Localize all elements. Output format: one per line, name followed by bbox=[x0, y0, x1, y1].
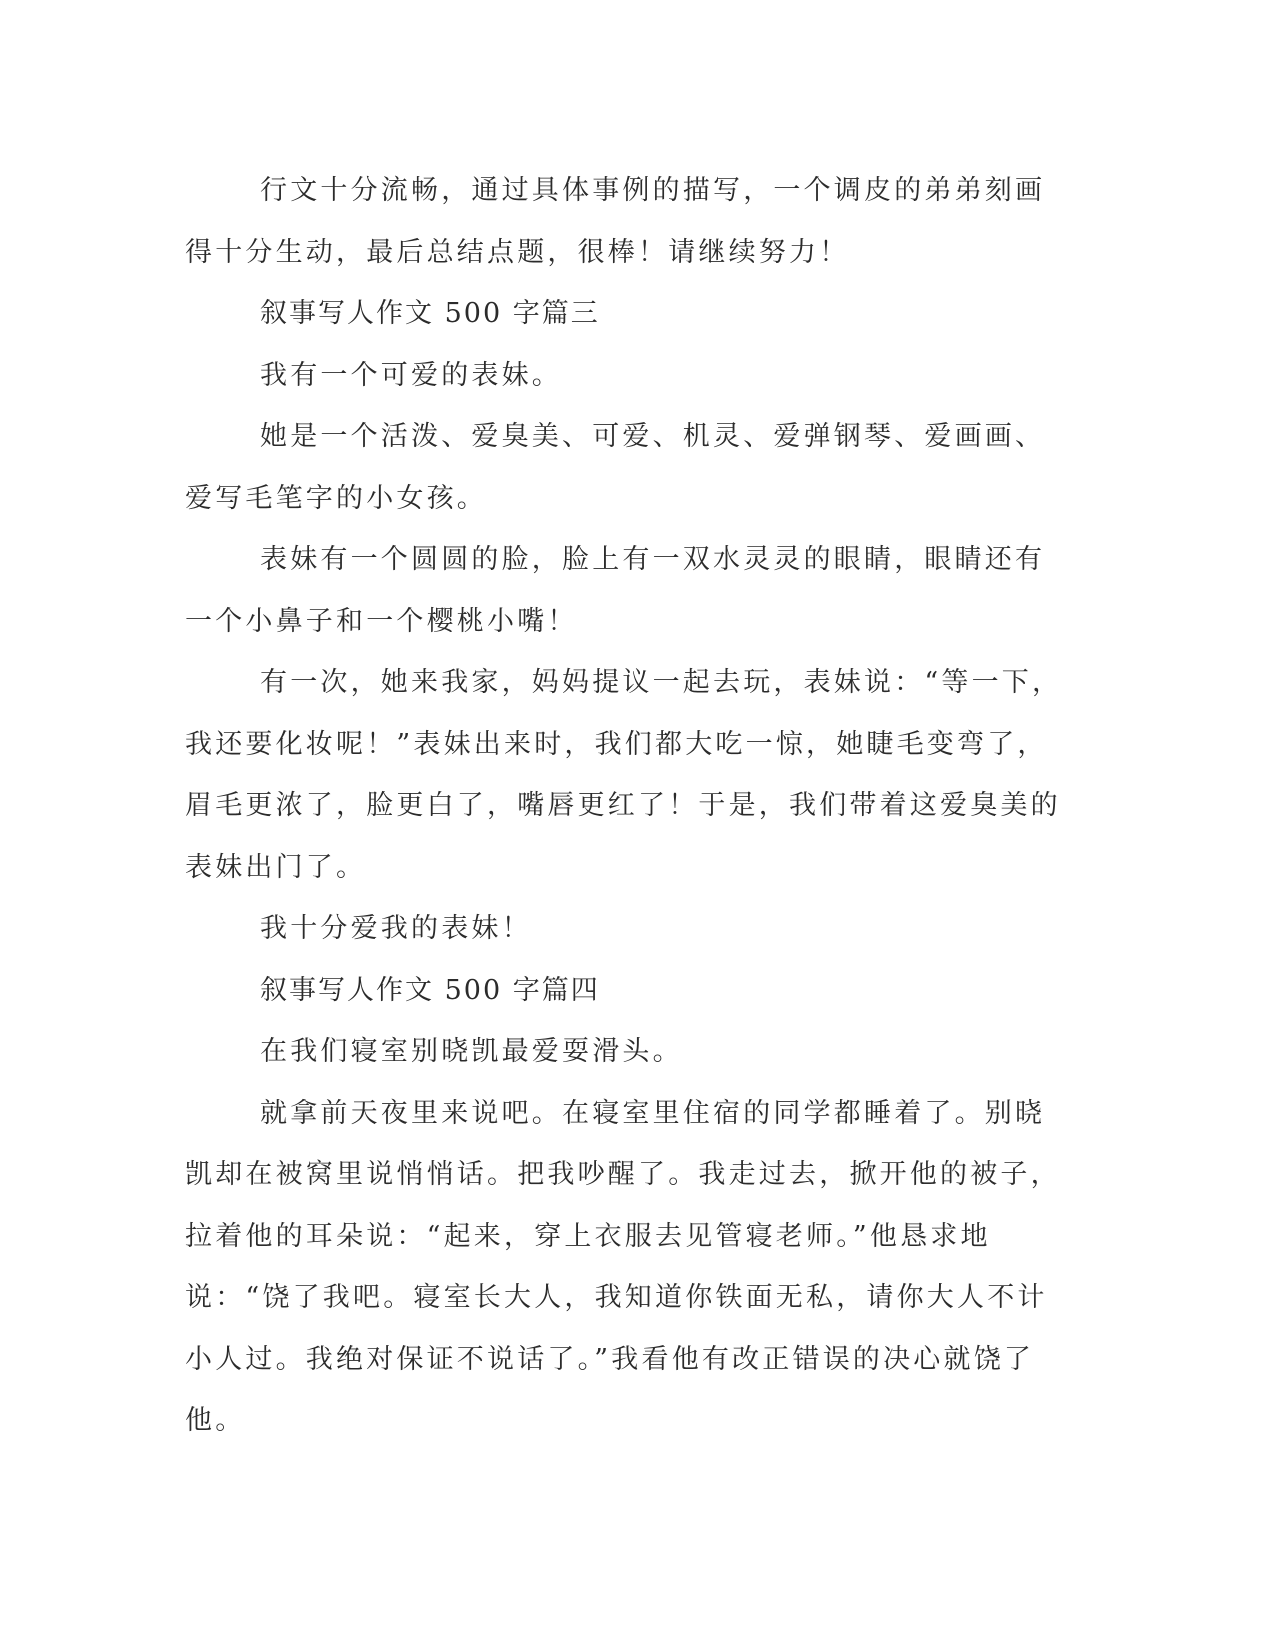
section-heading-4: 叙事写人作文 500 字篇四 bbox=[260, 974, 600, 1006]
paragraph-cousin-traits: 她是一个活泼、爱臭美、可爱、机灵、爱弹钢琴、爱画画、爱写毛笔字的小女孩。 bbox=[185, 421, 1046, 514]
section-heading-3: 叙事写人作文 500 字篇三 bbox=[260, 298, 600, 329]
paragraph-comment: 行文十分流畅，通过具体事例的描写，一个调皮的弟弟刻画得十分生动，最后总结点题，很棒！请继续努力！ bbox=[185, 175, 1046, 268]
paragraph-dorm-intro: 在我们寝室别晓凯最爱耍滑头。 bbox=[260, 1036, 683, 1067]
paragraph-love-cousin: 我十分爱我的表妹！ bbox=[260, 913, 532, 944]
paragraph-cousin-face: 表妹有一个圆圆的脸，脸上有一双水灵灵的眼睛，眼睛还有一个小鼻子和一个樱桃小嘴！ bbox=[185, 544, 1046, 637]
document-body bbox=[185, 160, 1065, 1452]
paragraph-intro-cousin: 我有一个可爱的表妹。 bbox=[260, 359, 562, 391]
paragraph-dorm-story: 就拿前天夜里来说吧。在寝室里住宿的同学都睡着了。别晓凯却在被窝里说悄悄话。把我吵醒了。我走过去，掀开他的被子，拉着他的耳朵说：“起来，穿上衣服去见管寝老师。”他恳求地说：“饶了我吧。寝室长大人，我知道你铁面无私，请你大人不计小人过。我绝对保证不说话了。”我看他有改正错误的决心就饶了他。 bbox=[185, 1097, 1061, 1436]
paragraph-makeup-story: 有一次，她来我家，妈妈提议一起去玩，表妹说：“等一下，我还要化妆呢！”表妹出来时，我们都大吃一惊，她睫毛变弯了，眉毛更浓了，脸更白了，嘴唇更红了！于是，我们带着这爱臭美的表妹出门了。 bbox=[185, 667, 1063, 883]
